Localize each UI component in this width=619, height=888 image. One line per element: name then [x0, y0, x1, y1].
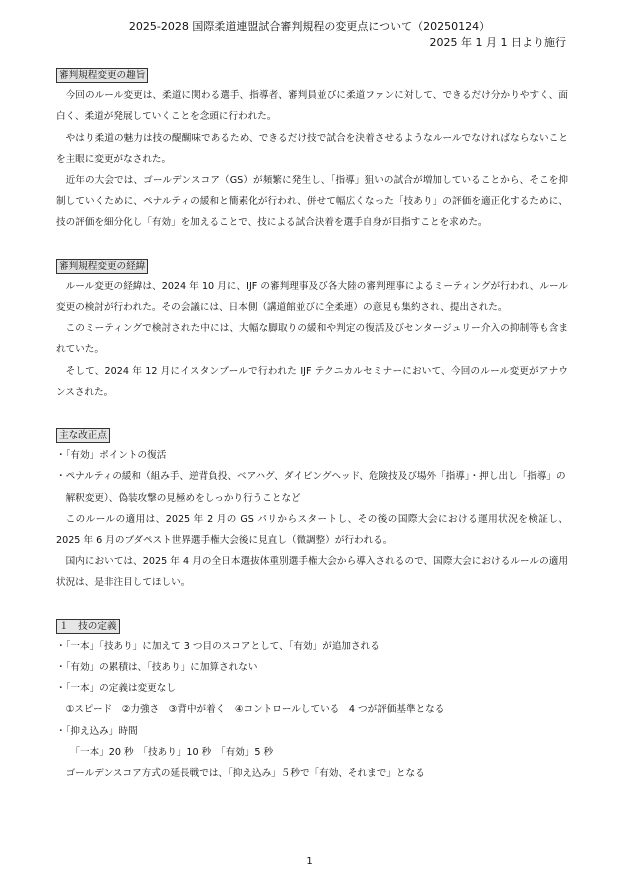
golden-score-note: ゴールデンスコア方式の延長戦では、「抑え込み」５秒で「有効、それまで」となる: [65, 768, 425, 780]
osaekomi-label: ・「抑え込み」時間: [56, 725, 138, 737]
main-points-paragraph: 国内においては、2025 年 4 月の全日本選抜体重別選手権大会から導入されるので、国際大会におけるルールの適用状況は、是非注目してほしい。: [56, 556, 568, 589]
section-heading-background: 審判規程変更の経緯: [56, 259, 148, 274]
purpose-paragraph: 今回のルール変更は、柔道に関わる選手、指導者、審判員並びに柔道ファンに対して、できるだけ分かりやすく、面白く、柔道が発展していくことを念頭に行われた。: [56, 90, 568, 123]
definition-item: ・「一本」「技あり」に加えて 3 つ目のスコアとして、「有効」が追加される: [56, 640, 380, 652]
background-paragraph: ルール変更の経緯は、2024 年 10 月に、IJF の審判理事及び各大陸の審判理事によるミーティングが行われ、ルール変更の検討が行われた。その会議には、日本側（講道館並びに全柔連）の意見も集約され、提出された。: [56, 280, 568, 313]
background-paragraph: このミーティングで検討された中には、大幅な脚取りの緩和や判定の復活及びセンタージュリー介入の抑制等も含まれていた。: [56, 323, 568, 356]
definition-item: ・「一本」の定義は変更なし: [56, 683, 176, 695]
osaekomi-times: 「一本」20 秒 「技あり」10 秒 「有効」5 秒: [70, 746, 274, 758]
page-number: 1: [306, 856, 313, 867]
main-point-item: ・「有効」ポイントの復活: [56, 450, 167, 462]
main-point-item: ・ペナルティの緩和（組み手、逆背負投、ベアハグ、ダイビングヘッド、危険技及び場外「指導」・押し出し「指導」の解釈変更）、偽装攻撃の見極めをしっかり行うことなど: [56, 471, 566, 504]
section-heading-main-points: 主な改正点: [56, 428, 110, 443]
ippon-criteria: ①スピード ②力強さ ③背中が着く ④コントロールしている 4 つが評価基準となる: [65, 704, 445, 716]
purpose-paragraph: やはり柔道の魅力は技の醍醐味であるため、できるだけ技で試合を決着させるようなルールでなければならないことを主眼に変更がなされた。: [56, 132, 568, 165]
purpose-paragraph: 近年の大会では、ゴールデンスコア（GS）が頻繁に発生し、「指導」狙いの試合が増加していることから、そこを抑制していくために、ペナルティの緩和と簡素化が行われ、併せて幅広くなった「技あり」の評価を適正化するために、技の評価を細分化し「有効」を加えることで、技による試合決着を選手自身が目指すことを求めた。: [56, 175, 568, 229]
background-paragraph: そして、2024 年 12 月にイスタンブールで行われた IJF テクニカルセミナーにおいて、今回のルール変更がアナウンスされた。: [56, 365, 568, 398]
section-heading-purpose: 審判規程変更の趣旨: [56, 68, 148, 83]
definition-item: ・「有効」の累積は、「技あり」に加算されない: [56, 662, 258, 674]
document-title: 2025-2028 国際柔道連盟試合審判規程の変更点について（20250124）: [128, 20, 491, 33]
section-heading-definition: １ 技の定義: [56, 619, 120, 634]
main-points-paragraph: このルールの適用は、2025 年 2 月の GS パリからスタートし、その後の国際大会における運用状況を検証し、2025 年 6 月のブダペスト世界選手権大会後に見直し（微調整）が行われる。: [56, 513, 568, 547]
effective-date: 2025 年 1 月 1 日より施行: [429, 36, 566, 49]
document-body: [56, 64, 568, 784]
